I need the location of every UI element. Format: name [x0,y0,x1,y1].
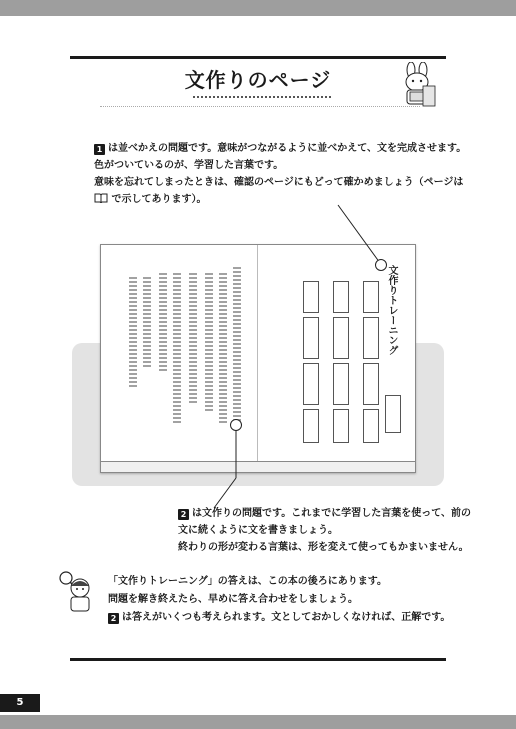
intro-line-4: で示してあります）。 [111,194,207,205]
bottom-rule [70,658,446,661]
note-line-1: 「文作りトレーニング」の答えは、この本の後ろにあります。 [108,576,387,587]
preview-title: 文作りトレーニング [386,265,397,355]
badge-2: 2 [178,509,189,520]
note-line-2: 問題を解き終えたら、早めに答え合わせをしましょう。 [108,594,358,605]
bottom-bar [0,715,516,729]
section2-line-2: 文に続くように文を書きましょう。 [178,525,338,536]
badge-1: 1 [94,144,105,155]
section2-paragraph [178,505,471,556]
child-with-magnifier-icon [58,570,94,614]
intro-line-2: 色がついているのが、学習した言葉です。 [94,160,284,171]
section2-line-1: は文作りの問題です。これまでに学習した言葉を使って、前の [192,508,471,519]
page-title: 文作りのページ [184,68,332,92]
page-number: 5 [0,694,40,712]
section2-line-3: 終わりの形が変わる言葉は、形を変えて使ってもかまいません。 [178,542,469,553]
badge-2-note: 2 [108,613,119,624]
note-line-3: は答えがいくつも考えられます。文としておかしくなければ、正解です。 [122,612,451,623]
callout-marker-2 [230,419,242,431]
callout-marker-1 [375,259,387,271]
answer-note [108,573,450,627]
intro-line-3: 意味を忘れてしまったときは、確認のページにもどって確かめましょう（ページは [94,177,464,188]
intro-line-1: は並べかえの問題です。意味がつながるように並べかえて、文を完成させます。 [108,143,467,154]
